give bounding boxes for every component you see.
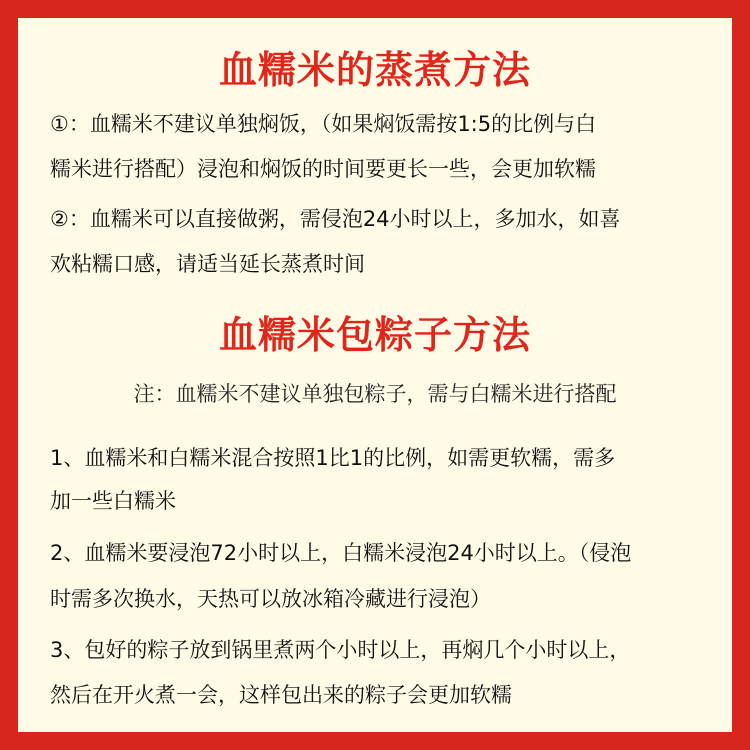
section2-line-4: 时需多次换水，天热可以放冰箱冷藏进行浸泡）: [50, 587, 491, 611]
section2-line-6: 然后在开火煮一会，这样包出来的粽子会更加软糯: [50, 683, 512, 707]
section1-line-2: 糯米进行搭配）浸泡和焖饭的时间要更长一些，会更加软糯: [50, 157, 596, 181]
section2-note: 注：血糯米不建议单独包粽子，需与白糯米进行搭配: [133, 382, 617, 406]
section1-line-3: ②：血糯米可以直接做粥，需侵泡24小时以上，多加水，如喜: [50, 207, 621, 231]
section1-title: 血糯米的蒸煮方法: [218, 47, 531, 92]
poster-card: [18, 18, 732, 732]
section2-title: 血糯米包粽子方法: [218, 312, 531, 357]
section2-line-5: 3、包好的粽子放到锅里煮两个小时以上，再焖几个小时以上，: [50, 638, 631, 662]
section1-line-1: ①：血糯米不建议单独焖饭，（如果焖饭需按1:5的比例与白: [50, 112, 597, 136]
section1-line-4: 欢粘糯口感，请适当延长蒸煮时间: [50, 252, 365, 276]
section2-line-2: 加一些白糯米: [50, 489, 176, 513]
section2-line-3: 2、血糯米要浸泡72小时以上，白糯米浸泡24小时以上。（侵泡: [50, 541, 632, 565]
section2-line-1: 1、血糯米和白糯米混合按照1比1的比例，如需更软糯，需多: [50, 446, 616, 470]
